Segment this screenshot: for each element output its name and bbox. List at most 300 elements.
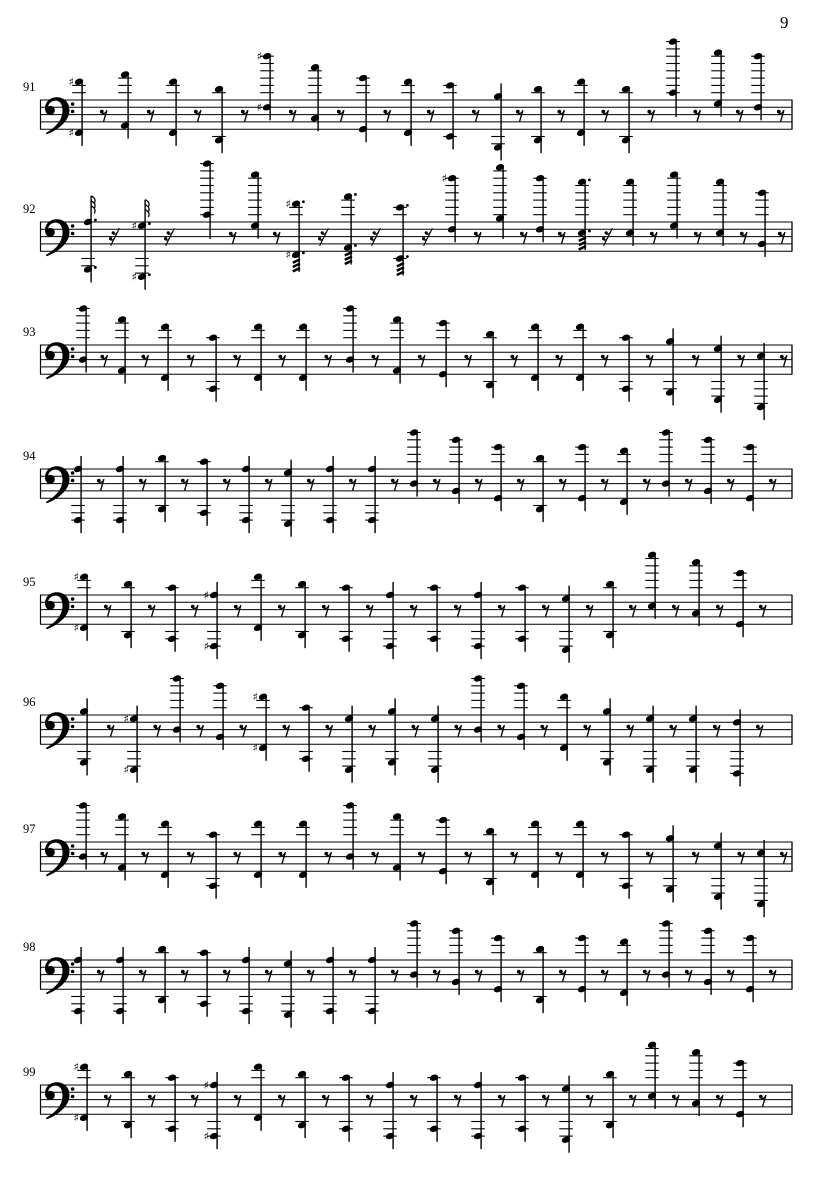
eighth-rest	[517, 970, 524, 982]
chord	[390, 812, 404, 880]
chord	[471, 674, 485, 742]
eighth-rest	[265, 970, 272, 982]
eighth-rest	[324, 355, 331, 367]
chord	[436, 816, 450, 884]
chord	[427, 1073, 441, 1141]
eighth-rest	[139, 970, 146, 982]
chord	[713, 178, 727, 246]
eighth-rest	[601, 355, 608, 367]
chord	[619, 85, 633, 153]
eighth-rest	[191, 1095, 198, 1107]
bass-clef-icon	[45, 466, 70, 503]
eighth-rest	[650, 232, 657, 244]
eighth-rest	[418, 852, 425, 864]
chord	[339, 1073, 353, 1141]
eighth-rest	[187, 852, 194, 864]
chord	[514, 681, 528, 749]
eighth-rest	[475, 479, 482, 491]
eighth-rest	[383, 110, 390, 122]
page-number: 9	[780, 13, 789, 32]
eighth-rest	[559, 479, 566, 491]
chord	[491, 934, 505, 1002]
chord	[343, 304, 357, 372]
chord	[407, 919, 421, 987]
sharp-accidental: ♯	[285, 248, 291, 262]
eighth-rest	[516, 110, 523, 122]
chord	[393, 203, 409, 275]
chord	[339, 583, 353, 651]
bass-clef-icon	[45, 97, 70, 134]
eighth-rest	[498, 1095, 505, 1107]
eighth-rest	[626, 725, 633, 737]
chord	[158, 819, 172, 887]
eighth-rest	[391, 479, 398, 491]
chord	[239, 456, 253, 533]
measure-number: 94	[23, 449, 36, 463]
chord	[251, 572, 265, 640]
chord	[365, 947, 379, 1024]
chord	[212, 85, 226, 153]
eighth-rest	[716, 605, 723, 617]
chord	[427, 583, 441, 651]
eighth-rest	[104, 605, 111, 617]
chord	[528, 819, 542, 887]
chord	[471, 582, 485, 659]
chord	[343, 801, 357, 869]
chord	[531, 85, 545, 153]
eighth-rest	[368, 725, 375, 737]
eighth-rest	[371, 852, 378, 864]
eighth-rest	[349, 479, 356, 491]
eighth-rest	[769, 479, 776, 491]
bass-clef-icon	[45, 839, 70, 876]
chord	[197, 948, 211, 1016]
eighth-rest	[777, 110, 784, 122]
eighth-rest	[586, 605, 593, 617]
chord	[158, 322, 172, 390]
eighth-rest	[540, 725, 547, 737]
sharp-accidental: ♯	[256, 50, 262, 63]
system-95	[23, 551, 793, 663]
eighth-rest	[601, 970, 608, 982]
chord	[73, 1061, 90, 1131]
eighth-rest	[716, 1095, 723, 1107]
chord	[493, 163, 507, 239]
eighth-rest	[278, 605, 285, 617]
chord	[121, 1070, 135, 1138]
chord	[155, 454, 169, 522]
measure-number: 91	[23, 80, 36, 94]
system-96	[23, 674, 793, 786]
eighth-rest	[322, 1095, 329, 1107]
measure-number: 99	[23, 1065, 36, 1079]
chord	[733, 569, 747, 637]
eighth-rest	[497, 725, 504, 737]
chord	[206, 830, 220, 898]
system-99	[23, 1041, 793, 1153]
measure-number: 95	[23, 575, 36, 589]
chord	[383, 1072, 397, 1149]
eighth-rest	[727, 970, 734, 982]
eighth-rest	[583, 725, 590, 737]
chord	[701, 435, 715, 503]
eighth-rest	[559, 970, 566, 982]
eighth-rest	[194, 110, 201, 122]
eighth-rest	[557, 110, 564, 122]
chord	[491, 443, 505, 511]
chord	[557, 692, 571, 760]
eighth-rest	[510, 852, 517, 864]
eighth-rest	[759, 1095, 766, 1107]
chord	[449, 926, 463, 994]
chord	[573, 322, 587, 390]
eighth-rest	[756, 725, 763, 737]
eighth-rest	[672, 1095, 679, 1107]
sharp-accidental: ♯	[123, 712, 129, 726]
chord	[617, 937, 631, 1005]
system-97	[23, 801, 793, 917]
chord	[574, 77, 588, 145]
eighth-rest	[282, 725, 289, 737]
chord	[299, 703, 313, 771]
chord	[623, 178, 637, 246]
chord	[701, 926, 715, 994]
sharp-accidental: ♯	[123, 763, 129, 777]
sharp-accidental: ♯	[203, 588, 209, 602]
chord	[617, 446, 631, 514]
chord	[251, 322, 265, 390]
eighth-rest	[740, 232, 747, 244]
chord	[308, 63, 322, 131]
eighth-rest	[692, 355, 699, 367]
eighth-rest	[241, 110, 248, 122]
chord	[515, 1073, 529, 1141]
eighth-rest	[727, 479, 734, 491]
eighth-rest	[418, 355, 425, 367]
chord	[170, 674, 184, 742]
sharp-accidental: ♯	[68, 126, 74, 140]
sharp-accidental: ♯	[441, 172, 447, 185]
bass-clef-icon	[45, 219, 70, 256]
chord	[296, 819, 310, 887]
chord	[573, 819, 587, 887]
chord	[659, 428, 673, 496]
eighth-rest	[646, 852, 653, 864]
eighth-rest	[555, 355, 562, 367]
eighth-rest	[759, 605, 766, 617]
chord	[121, 580, 135, 648]
measure-number: 92	[23, 202, 36, 216]
chord	[528, 322, 542, 390]
eighth-rest	[737, 852, 744, 864]
eighth-rest	[148, 605, 155, 617]
eighth-rest	[475, 970, 482, 982]
chord	[341, 192, 357, 264]
eighth-rest	[542, 605, 549, 617]
chord	[251, 1062, 265, 1130]
chord	[436, 319, 450, 387]
chord	[113, 456, 127, 533]
system-91	[23, 37, 793, 160]
bass-clef-icon	[45, 592, 70, 629]
eighth-rest	[669, 725, 676, 737]
chord	[323, 947, 337, 1024]
chord	[118, 70, 132, 138]
eighth-rest	[349, 970, 356, 982]
eighth-rest	[153, 725, 160, 737]
eighth-rest	[391, 970, 398, 982]
chord	[165, 583, 179, 651]
measure-number: 98	[23, 940, 36, 954]
chord	[71, 456, 85, 533]
sharp-accidental: ♯	[131, 270, 137, 284]
eighth-rest	[223, 970, 230, 982]
eighth-rest	[780, 355, 787, 367]
eighth-rest	[278, 355, 285, 367]
system-94	[23, 428, 793, 537]
chord	[754, 840, 768, 917]
eighth-rest	[672, 605, 679, 617]
chord	[751, 52, 765, 120]
eighth-rest	[601, 852, 608, 864]
eighth-rest	[223, 479, 230, 491]
chord	[645, 551, 659, 619]
chord	[251, 819, 265, 887]
sharp-accidental: ♯	[285, 197, 291, 211]
sharp-accidental: ♯	[73, 1111, 79, 1125]
chord	[252, 691, 269, 761]
chord	[285, 198, 304, 272]
eighth-rest	[337, 110, 344, 122]
eighth-rest	[181, 970, 188, 982]
chord	[76, 304, 90, 372]
sharp-accidental: ♯	[203, 1078, 209, 1092]
eighth-rest	[643, 970, 650, 982]
eighth-rest	[646, 355, 653, 367]
chord	[213, 681, 227, 749]
eighth-rest	[601, 479, 608, 491]
chord	[166, 77, 180, 145]
eighth-rest	[601, 110, 608, 122]
eighth-rest	[510, 355, 517, 367]
eighth-rest	[427, 110, 434, 122]
chord	[743, 443, 757, 511]
bass-clef-icon	[45, 712, 70, 749]
eighth-rest	[141, 852, 148, 864]
eighth-rest	[474, 232, 481, 244]
measure-number: 93	[23, 325, 36, 339]
chord	[248, 170, 262, 238]
system-93	[23, 304, 793, 420]
chord	[131, 200, 150, 290]
eighth-rest	[325, 725, 332, 737]
chord	[449, 435, 463, 503]
eighth-rest	[410, 1095, 417, 1107]
eighth-rest	[100, 355, 107, 367]
eighth-rest	[542, 1095, 549, 1107]
sharp-accidental: ♯	[68, 75, 74, 89]
chord	[575, 178, 591, 250]
eighth-rest	[141, 355, 148, 367]
chord	[200, 159, 214, 239]
sharp-accidental: ♯	[203, 1129, 209, 1143]
eighth-rest	[692, 852, 699, 864]
chord	[483, 827, 497, 895]
chord	[689, 558, 703, 626]
chord	[730, 709, 744, 786]
eighth-rest	[147, 110, 154, 122]
chord	[515, 583, 529, 651]
chord	[533, 945, 547, 1013]
measure-number: 97	[23, 822, 36, 836]
chord	[203, 1072, 220, 1149]
eighth-rest	[736, 110, 743, 122]
sharp-accidental: ♯	[256, 101, 262, 115]
chord	[365, 456, 379, 533]
sharp-accidental: ♯	[73, 1060, 79, 1074]
chord	[197, 457, 211, 525]
eighth-rest	[558, 232, 565, 244]
chord	[667, 170, 681, 238]
eighth-rest	[586, 1095, 593, 1107]
sharp-accidental: ♯	[131, 219, 137, 233]
eighth-rest	[97, 970, 104, 982]
chord	[296, 322, 310, 390]
sharp-accidental: ♯	[252, 690, 258, 704]
eighth-rest	[694, 232, 701, 244]
bass-clef-icon	[45, 342, 70, 379]
chord	[81, 196, 97, 282]
eighth-rest	[307, 479, 314, 491]
chord	[295, 580, 309, 648]
eighth-rest	[737, 355, 744, 367]
eighth-rest	[307, 970, 314, 982]
eighth-rest	[234, 1095, 241, 1107]
eighth-rest	[629, 1095, 636, 1107]
eighth-rest	[181, 479, 188, 491]
eighth-rest	[780, 852, 787, 864]
eighth-rest	[233, 355, 240, 367]
eighth-rest	[278, 852, 285, 864]
eighth-rest	[371, 355, 378, 367]
eighth-rest	[643, 479, 650, 491]
chord	[401, 77, 415, 145]
eighth-rest	[693, 110, 700, 122]
chord	[443, 81, 457, 149]
chord	[407, 428, 421, 496]
eighth-rest	[100, 110, 107, 122]
chord	[203, 582, 220, 659]
chord	[575, 443, 589, 511]
chord	[323, 456, 337, 533]
eighth-rest	[685, 970, 692, 982]
system-98	[23, 919, 793, 1028]
eighth-rest	[239, 725, 246, 737]
chord	[603, 580, 617, 648]
chord	[645, 1041, 659, 1109]
chord	[689, 1048, 703, 1116]
eighth-rest	[629, 605, 636, 617]
chord	[755, 188, 769, 256]
chord	[155, 945, 169, 1013]
eighth-rest	[229, 232, 236, 244]
bass-clef-icon	[45, 1082, 70, 1119]
chord	[390, 315, 404, 383]
chord	[295, 1070, 309, 1138]
sharp-accidental: ♯	[252, 741, 258, 755]
eighth-rest	[278, 1095, 285, 1107]
eighth-rest	[366, 605, 373, 617]
chord	[603, 1070, 617, 1138]
eighth-rest	[454, 605, 461, 617]
eighth-rest	[464, 355, 471, 367]
eighth-rest	[265, 479, 272, 491]
eighth-rest	[555, 852, 562, 864]
sharp-accidental: ♯	[73, 621, 79, 635]
chord	[743, 934, 757, 1002]
chord	[239, 947, 253, 1024]
chord	[533, 174, 547, 242]
eighth-rest	[464, 852, 471, 864]
eighth-rest	[410, 605, 417, 617]
chord	[115, 812, 129, 880]
chord	[206, 333, 220, 401]
eighth-rest	[433, 970, 440, 982]
eighth-rest	[324, 852, 331, 864]
chord	[619, 333, 633, 401]
chord	[356, 74, 370, 142]
chord	[711, 48, 725, 116]
eighth-rest	[366, 1095, 373, 1107]
eighth-rest	[647, 110, 654, 122]
chord	[733, 1059, 747, 1127]
eighth-rest	[454, 725, 461, 737]
chord	[483, 330, 497, 398]
chord	[115, 315, 129, 383]
eighth-rest	[454, 1095, 461, 1107]
measure-number: 96	[23, 695, 36, 709]
eighth-rest	[498, 605, 505, 617]
eighth-rest	[273, 232, 280, 244]
eighth-rest	[520, 232, 527, 244]
chord	[471, 1072, 485, 1149]
eighth-rest	[713, 725, 720, 737]
chord	[575, 934, 589, 1002]
eighth-rest	[322, 605, 329, 617]
eighth-rest	[685, 479, 692, 491]
eighth-rest	[234, 605, 241, 617]
eighth-rest	[769, 970, 776, 982]
eighth-rest	[433, 479, 440, 491]
chord	[113, 947, 127, 1024]
eighth-rest	[472, 110, 479, 122]
eighth-rest	[148, 1095, 155, 1107]
chord	[71, 947, 85, 1024]
eighth-rest	[97, 479, 104, 491]
eighth-rest	[289, 110, 296, 122]
bass-clef-icon	[45, 957, 70, 994]
sharp-accidental: ♯	[203, 639, 209, 653]
eighth-rest	[191, 605, 198, 617]
chord	[73, 571, 90, 641]
eighth-rest	[139, 479, 146, 491]
chord	[256, 50, 273, 120]
chord	[533, 454, 547, 522]
eighth-rest	[411, 725, 418, 737]
eighth-rest	[187, 355, 194, 367]
eighth-rest	[196, 725, 203, 737]
eighth-rest	[517, 479, 524, 491]
